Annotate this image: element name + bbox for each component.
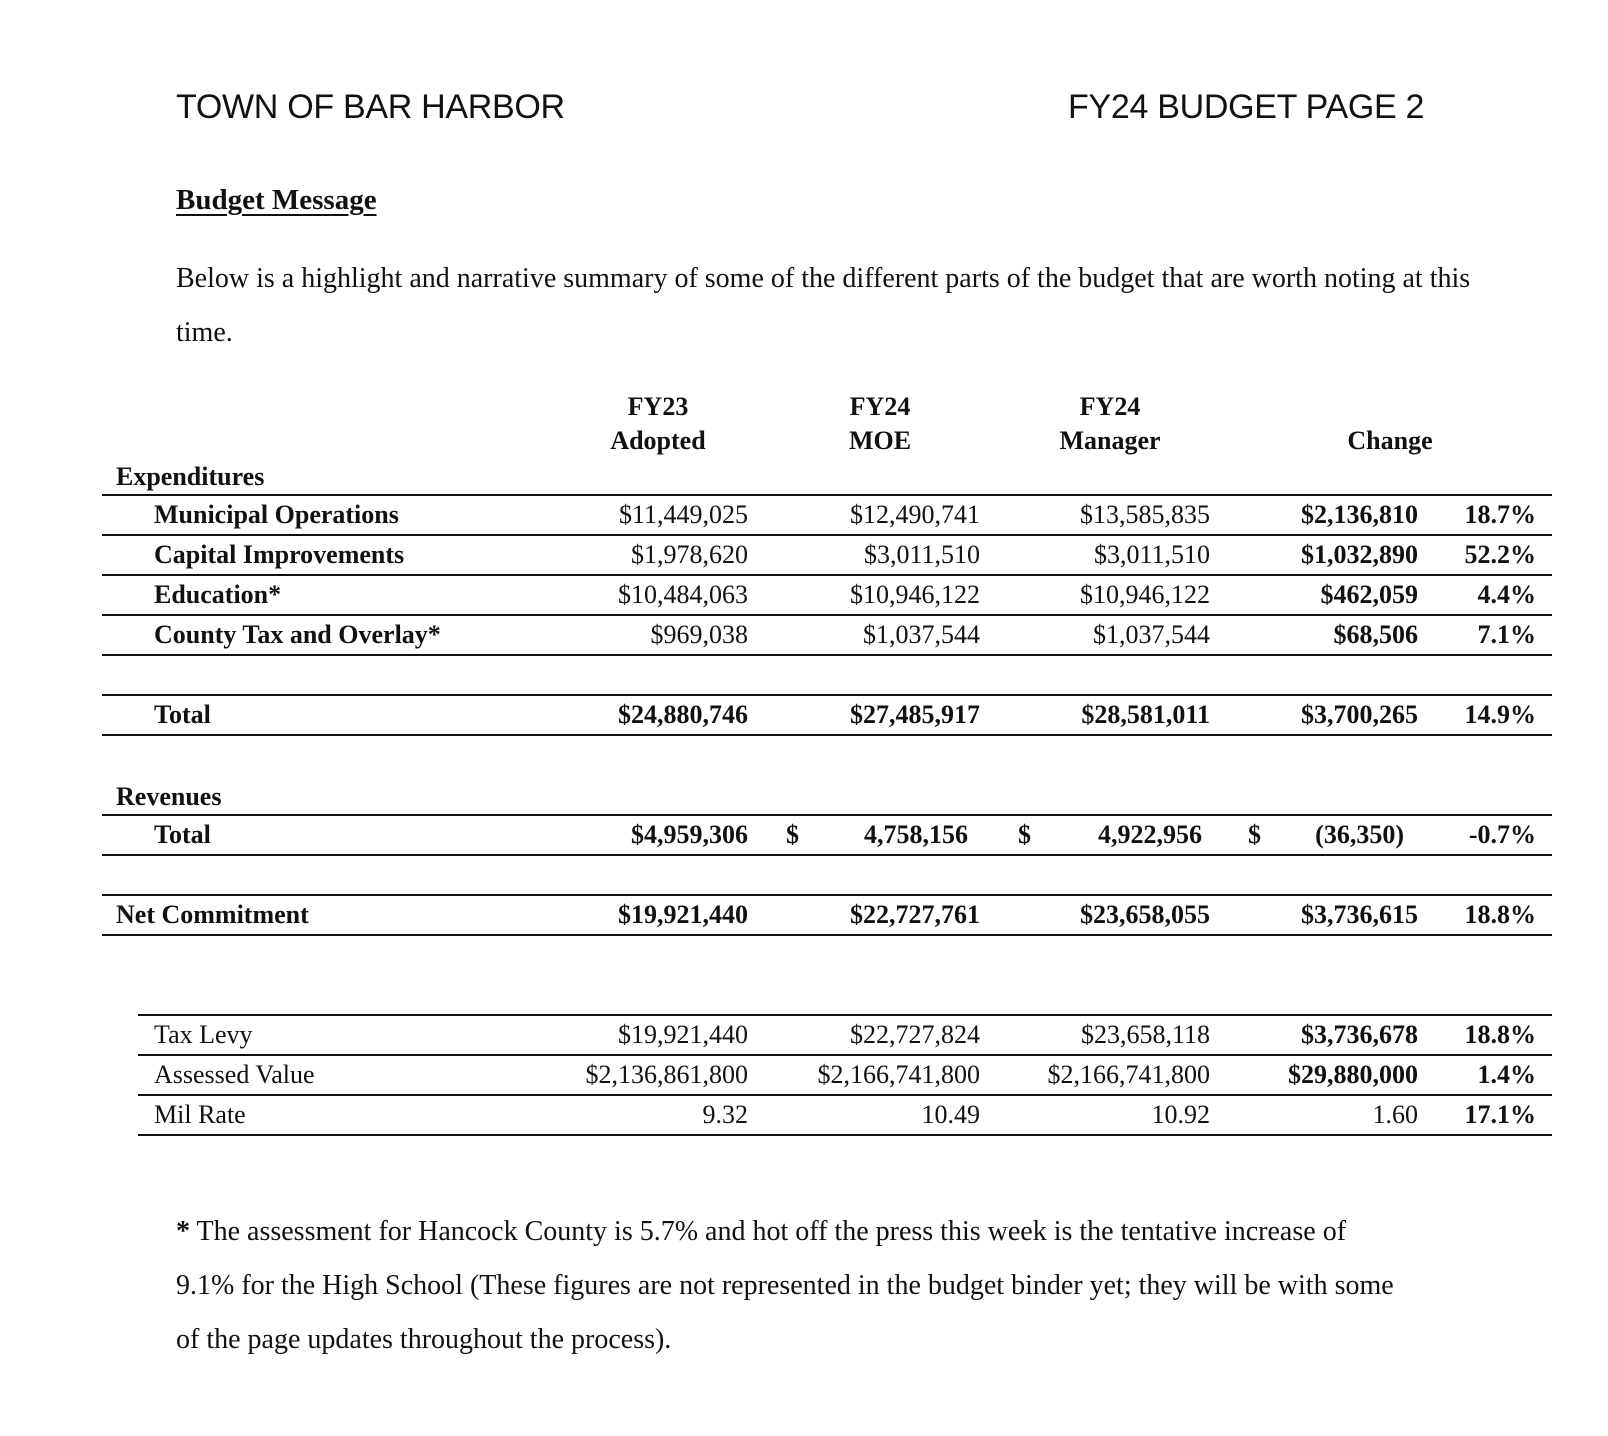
cell-change-percent: 17.1% [1464,1100,1536,1129]
cell-change: (36,350) [1315,820,1404,849]
table-rule [102,614,1552,616]
cell-change: $2,136,810 [1301,500,1418,529]
row-label: Education* [154,580,282,609]
cell-fy24-moe: $12,490,741 [850,500,980,529]
intro-paragraph: Below is a highlight and narrative summary of some of the different parts of the budget that are worth noting at this time. [176,263,1471,348]
currency-symbol: $ [786,820,799,849]
table-rule [102,494,1552,496]
row-label: Assessed Value [154,1060,315,1089]
table-rule [138,1014,1552,1016]
cell-change: $3,736,615 [1301,900,1418,929]
table-rule [102,654,1552,656]
cell-fy24-manager: $28,581,011 [1081,700,1210,729]
row-label: County Tax and Overlay* [154,620,441,649]
footnote [176,1205,1406,1367]
table-rule [102,694,1552,696]
table-rule [102,894,1552,896]
currency-symbol: $ [1248,820,1261,849]
row-label: Mil Rate [154,1100,246,1129]
cell-change-percent: 18.8% [1464,900,1536,929]
row-label: Municipal Operations [154,500,399,529]
footnote-text: The assessment for Hancock County is 5.7% and hot off the press this week is the tentative increase of 9.1% for the High School (These figures are not represented in the budget binder yet; they will be with some of the page updates throughout the process). [176,1216,1394,1355]
table-rule [102,934,1552,936]
cell-fy24-manager: 10.92 [1151,1100,1210,1129]
column-header-fy24-manager [1000,390,1220,458]
table-rule [138,1134,1552,1136]
expenditures-label: Expenditures [116,462,265,491]
column-header-line1: FY24 [849,392,911,421]
cell-fy24-manager: $23,658,055 [1080,900,1210,929]
cell-fy23: $11,449,025 [618,500,748,529]
cell-change: $68,506 [1333,620,1418,649]
cell-change-percent: 7.1% [1477,620,1536,649]
table-rule [102,534,1552,536]
table-rule [102,814,1552,816]
cell-fy23: $2,136,861,800 [585,1060,748,1089]
row-label: Total [154,700,211,729]
cell-change-percent: 4.4% [1477,580,1536,609]
cell-fy24-manager: $13,585,835 [1080,500,1210,529]
table-rule [138,1054,1552,1056]
row-label: Capital Improvements [154,540,405,569]
cell-fy23: $24,880,746 [618,700,748,729]
column-header-fy23 [548,390,768,458]
row-label: Net Commitment [116,900,309,929]
cell-change: 1.60 [1372,1100,1418,1129]
cell-fy23: 9.32 [702,1100,748,1129]
cell-change-percent: 18.8% [1464,1020,1536,1049]
cell-fy23: $969,038 [650,620,748,649]
row-label: Tax Levy [154,1020,253,1049]
cell-fy24-manager: $2,166,741,800 [1047,1060,1210,1089]
revenues-label: Revenues [116,782,222,811]
footnote-asterisk: * [176,1216,190,1247]
table-rule [102,574,1552,576]
cell-fy24-moe: $3,011,510 [863,540,980,569]
column-header-fy24-moe [770,390,990,458]
cell-fy23: $19,921,440 [618,900,748,929]
currency-symbol: $ [1018,820,1031,849]
column-header-line1: FY24 [1079,392,1141,421]
cell-fy24-moe: $1,037,544 [863,620,980,649]
cell-change-percent: 1.4% [1477,1060,1536,1089]
cell-change: $462,059 [1320,580,1418,609]
cell-fy24-manager: $23,658,118 [1080,1020,1210,1049]
cell-change: $29,880,000 [1288,1060,1418,1089]
cell-fy24-moe: $2,166,741,800 [817,1060,980,1089]
document-header-left: TOWN OF BAR HARBOR [176,88,565,126]
section-title: Budget Message [176,184,377,216]
cell-change-percent: 14.9% [1464,700,1536,729]
cell-fy24-moe: 4,758,156 [864,820,968,849]
cell-fy23: $10,484,063 [618,580,748,609]
document-header-right: FY24 BUDGET PAGE 2 [1068,88,1425,126]
cell-change-percent: 52.2% [1464,540,1536,569]
row-label: Total [154,820,211,849]
column-header-line2: Adopted [610,426,706,455]
cell-change-percent: -0.7% [1468,820,1536,849]
cell-change: $3,700,265 [1301,700,1418,729]
cell-fy24-moe: 10.49 [921,1100,980,1129]
cell-change: $3,736,678 [1301,1020,1418,1049]
cell-fy23: $19,921,440 [618,1020,748,1049]
cell-fy24-moe: $10,946,122 [850,580,980,609]
cell-fy24-moe: $22,727,824 [850,1020,980,1049]
column-header-line2: MOE [848,426,912,455]
cell-fy23: $1,978,620 [631,540,748,569]
cell-fy24-moe: $22,727,761 [850,900,980,929]
cell-change-percent: 18.7% [1464,500,1536,529]
column-header-line2: Manager [1059,426,1161,455]
table-rule [102,854,1552,856]
cell-fy24-moe: $27,485,917 [850,700,980,729]
cell-fy24-manager: $10,946,122 [1080,580,1210,609]
cell-fy24-manager: $3,011,510 [1093,540,1210,569]
cell-fy23: $4,959,306 [631,820,748,849]
column-header-change: Change [1347,426,1433,455]
table-rule [138,1094,1552,1096]
cell-change: $1,032,890 [1301,540,1418,569]
cell-fy24-manager: $1,037,544 [1093,620,1210,649]
column-header-line1: FY23 [627,392,689,421]
table-rule [102,734,1552,736]
cell-fy24-manager: 4,922,956 [1098,820,1202,849]
